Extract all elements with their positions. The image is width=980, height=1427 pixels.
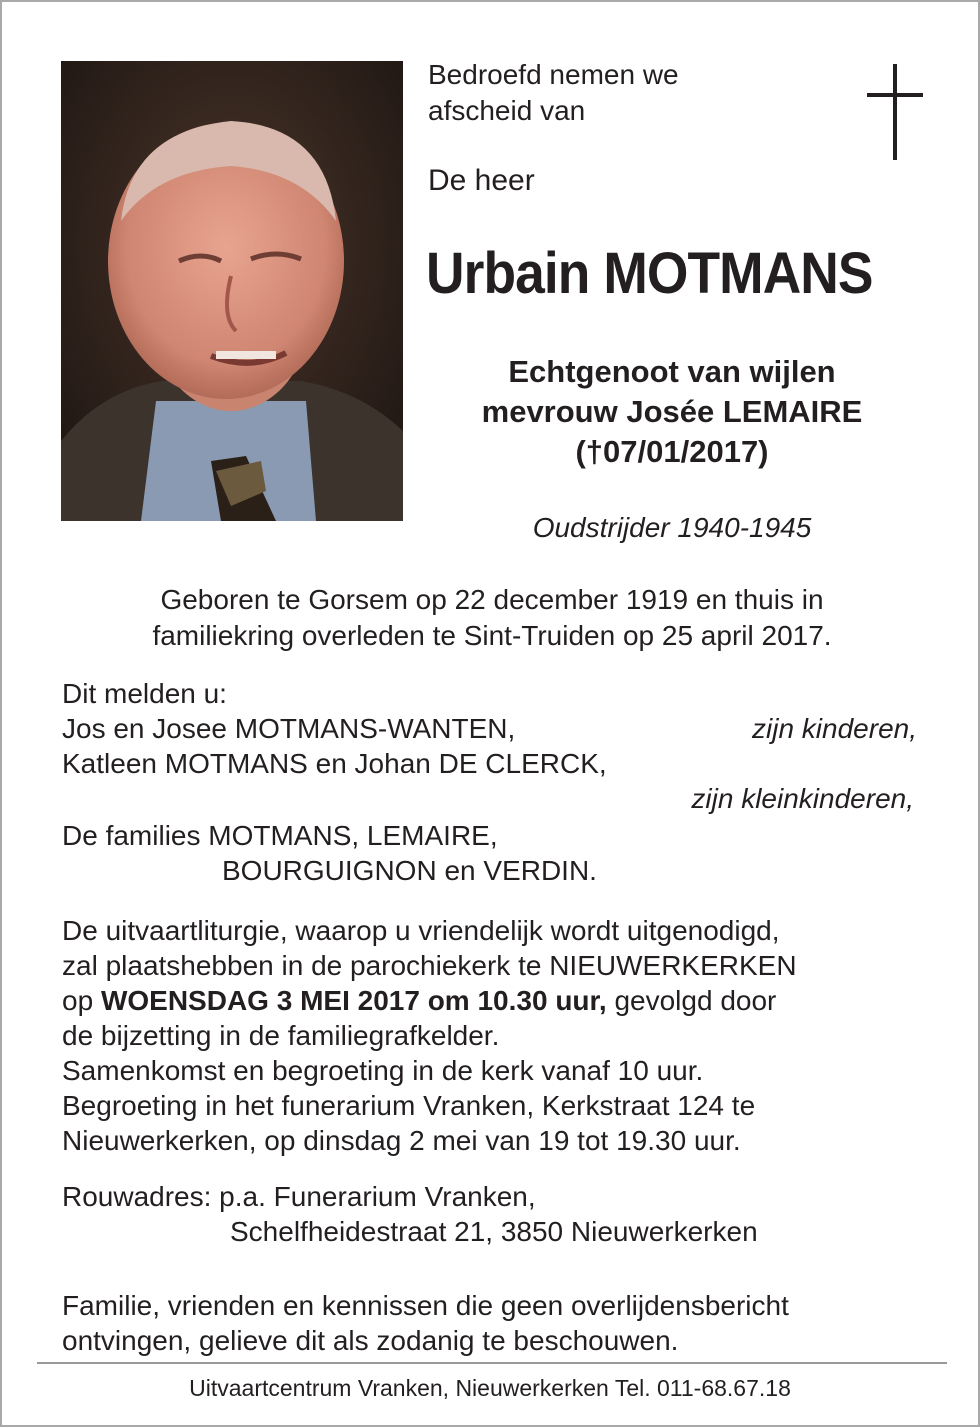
deceased-name: Urbain MOTMANS	[426, 241, 873, 306]
portrait-photo	[61, 61, 403, 521]
portrait-illustration	[61, 61, 403, 521]
funeral-line-5: Samenkomst en begroeting in de kerk vanaf 10 uur.	[62, 1055, 704, 1086]
footer-text: Uitvaartcentrum Vranken, Nieuwerkerken Tel. 011-68.67.18	[189, 1375, 791, 1401]
birth-death-text	[62, 582, 922, 654]
grandchildren-names: Katleen MOTMANS en Johan DE CLERCK,	[62, 748, 607, 779]
birth-line-2: familiekring overleden te Sint-Truiden op 25 april 2017.	[152, 620, 832, 651]
birth-line-1: Geboren te Gorsem op 22 december 1919 en thuis in	[160, 584, 824, 615]
closing-line-2: ontvingen, gelieve dit als zodanig te beschouwen.	[62, 1325, 679, 1356]
spouse-block	[432, 352, 912, 472]
families-line-2: BOURGUIGNON en VERDIN.	[222, 855, 597, 886]
funeral-line-4: de bijzetting in de familiegrafkelder.	[62, 1020, 500, 1051]
families-line-1: De families MOTMANS, LEMAIRE,	[62, 820, 498, 851]
announcers-heading: Dit melden u:	[62, 678, 227, 709]
spouse-line-3: (†07/01/2017)	[575, 434, 769, 469]
closing-line-1: Familie, vrienden en kennissen die geen overlijdensbericht	[62, 1290, 789, 1321]
children-role: zijn kinderen,	[752, 713, 917, 744]
grandchildren-role: zijn kleinkinderen,	[691, 783, 914, 814]
spouse-line-1: Echtgenoot van wijlen	[508, 354, 836, 389]
funeral-line-6: Begroeting in het funerarium Vranken, Kerkstraat 124 te	[62, 1090, 756, 1121]
children-names: Jos en Josee MOTMANS-WANTEN,	[62, 713, 516, 744]
intro-text	[428, 57, 679, 129]
funeral-line-3	[62, 984, 776, 1018]
funeral-line-1: De uitvaartliturgie, waarop u vriendelijk wordt uitgenodigd,	[62, 915, 780, 946]
address-line-2: Schelfheidestraat 21, 3850 Nieuwerkerken	[230, 1216, 758, 1247]
footer-divider	[37, 1362, 947, 1364]
funeral-line-3-pre: op	[62, 985, 94, 1016]
veteran-note: Oudstrijder 1940-1945	[532, 512, 812, 543]
intro-line-1: Bedroefd nemen we	[428, 59, 679, 90]
intro-line-2: afscheid van	[428, 95, 586, 126]
funeral-line-7: Nieuwerkerken, op dinsdag 2 mei van 19 tot 19.30 uur.	[62, 1125, 741, 1156]
funeral-date-time: WOENSDAG 3 MEI 2017 om 10.30 uur,	[100, 985, 607, 1016]
address-line-1: Rouwadres: p.a. Funerarium Vranken,	[62, 1181, 536, 1212]
funeral-line-3-post: gevolgd door	[614, 985, 777, 1016]
spouse-line-2: mevrouw Josée LEMAIRE	[481, 394, 863, 429]
salutation: De heer	[428, 164, 535, 197]
funeral-line-2: zal plaatshebben in de parochiekerk te NIEUWERKERKEN	[62, 950, 797, 981]
cross-icon	[864, 64, 926, 162]
